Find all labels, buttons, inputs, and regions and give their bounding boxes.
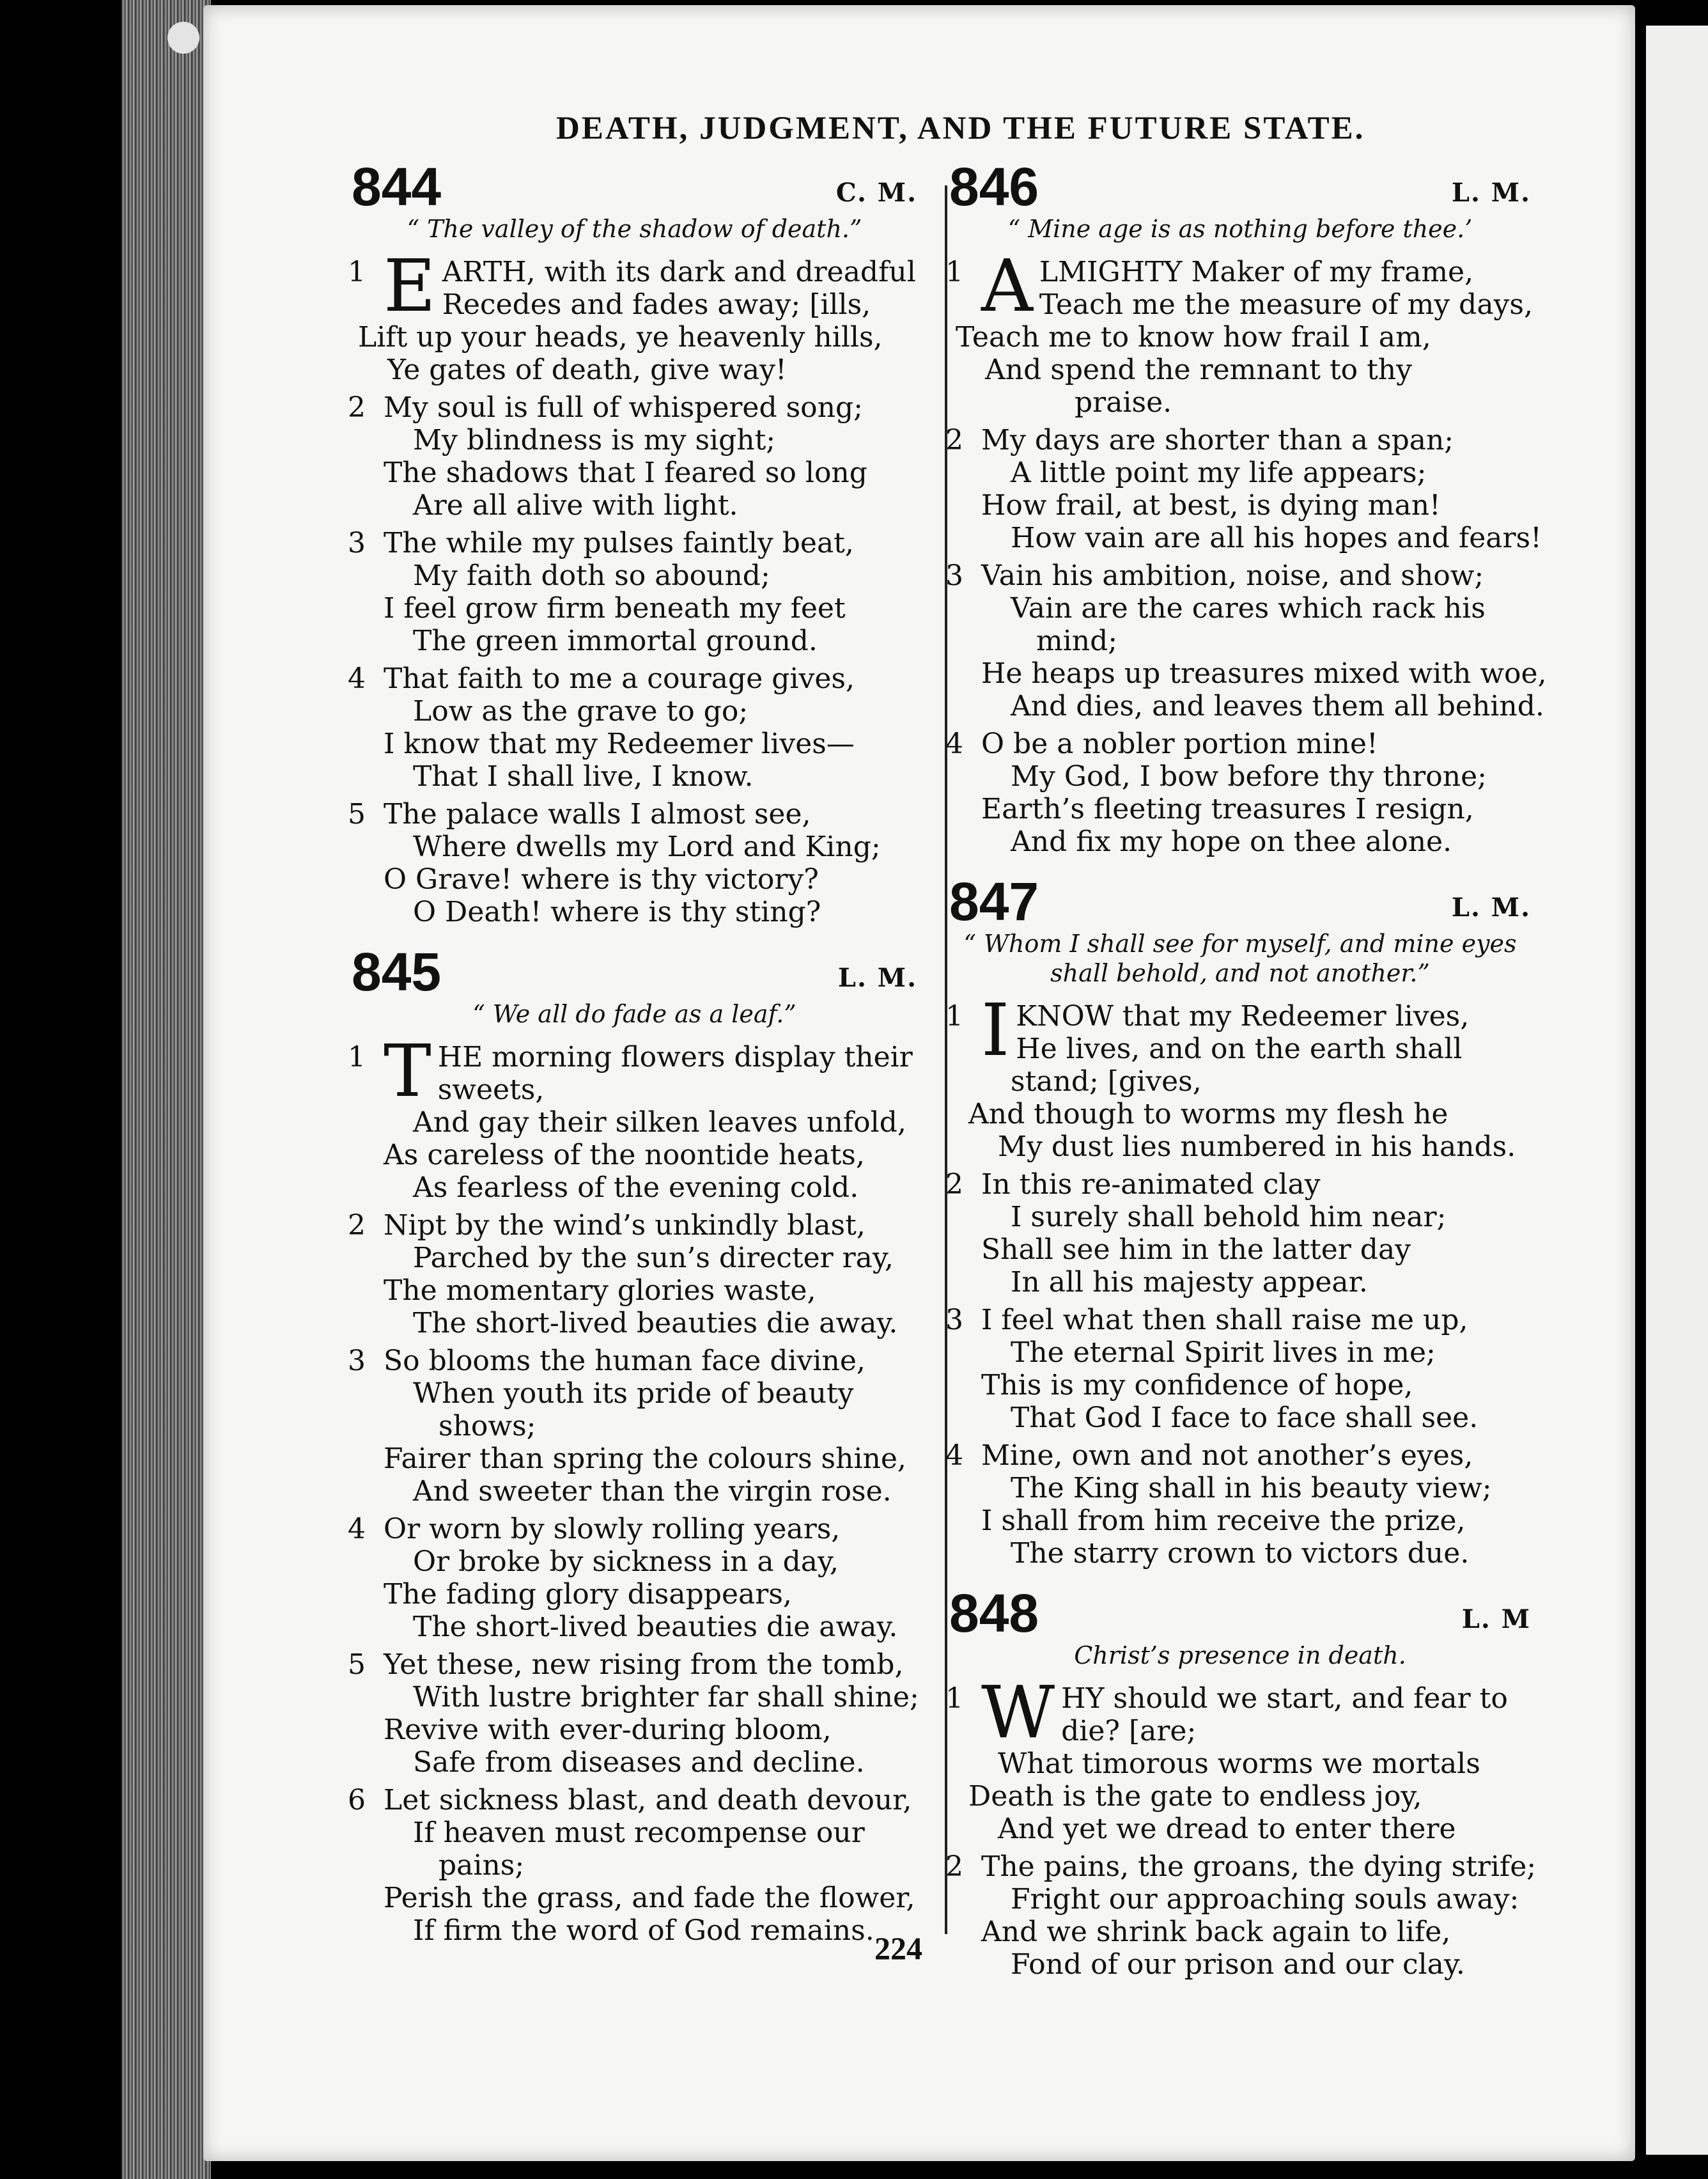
verse-line: Parched by the sun’s directer ray, bbox=[413, 1242, 894, 1274]
hymn-number: 844 bbox=[352, 157, 442, 217]
verse-line: die? [are; bbox=[1061, 1715, 1197, 1747]
hymn-number: 846 bbox=[949, 157, 1039, 217]
stanza bbox=[345, 662, 924, 793]
verse-line: This is my confidence of hope, bbox=[981, 1369, 1413, 1402]
verse-line: The starry crown to victors due. bbox=[1011, 1537, 1470, 1570]
verse-line: Vain his ambition, noise, and show; bbox=[981, 559, 1484, 592]
verse-line: KNOW that my Redeemer lives, bbox=[1016, 1000, 1470, 1033]
hymn-848 bbox=[943, 1583, 1537, 1981]
verse-line: My dust lies numbered in his hands. bbox=[998, 1130, 1516, 1163]
verse-line: O Grave! where is thy victory? bbox=[384, 863, 819, 896]
verse-line: Are all alive with light. bbox=[413, 489, 738, 522]
verse-line: The King shall in his beauty view; bbox=[1011, 1472, 1492, 1504]
adjacent-page-edge bbox=[1646, 26, 1708, 2155]
hymn-number: 848 bbox=[949, 1583, 1039, 1643]
stanza-number: 4 bbox=[945, 728, 963, 760]
stanza bbox=[345, 391, 924, 522]
hymn-title: Christ’s presence in death. bbox=[1074, 1641, 1406, 1669]
verse-line: The palace walls I almost see, bbox=[384, 798, 811, 831]
verse-line: I feel grow firm beneath my feet bbox=[384, 592, 846, 625]
verse-line: I feel what then shall raise me up, bbox=[981, 1304, 1468, 1336]
stanza-number: 1 bbox=[945, 1682, 963, 1715]
verse-line: And we shrink back again to life, bbox=[981, 1916, 1451, 1948]
verse-line: And spend the remnant to thy bbox=[985, 354, 1412, 386]
hymn-844 bbox=[345, 157, 924, 928]
verse-line: My faith doth so abound; bbox=[413, 559, 770, 592]
hymn-meter: L. M. bbox=[1451, 893, 1531, 923]
verse-line: That I shall live, I know. bbox=[413, 760, 754, 793]
verse-line: The green immortal ground. bbox=[413, 625, 818, 657]
stanza-number: 4 bbox=[348, 1513, 366, 1545]
stanza bbox=[345, 1648, 924, 1779]
stanza bbox=[345, 527, 924, 657]
stanza-number: 6 bbox=[348, 1784, 366, 1816]
verse-line: As careless of the noontide heats, bbox=[384, 1139, 865, 1171]
stanza bbox=[943, 559, 1547, 722]
verse-line: Lift up your heads, ye heavenly hills, bbox=[358, 321, 883, 354]
verse-line: And dies, and leaves them all behind. bbox=[1011, 690, 1544, 722]
verse-line: And gay their silken leaves unfold, bbox=[413, 1106, 906, 1139]
verse-line: He heaps up treasures mixed with woe, bbox=[981, 657, 1547, 690]
stanza bbox=[943, 989, 1537, 1163]
paper-blemish bbox=[167, 22, 199, 54]
drop-cap: W bbox=[981, 1671, 1055, 1754]
verse-line: My soul is full of whispered song; bbox=[384, 391, 863, 424]
verse-line: Shall see him in the latter day bbox=[981, 1233, 1411, 1266]
verse-line: That faith to me a courage gives, bbox=[384, 662, 855, 695]
verse-line: With lustre brighter far shall shine; bbox=[413, 1681, 919, 1714]
stanza bbox=[943, 1439, 1537, 1570]
verse-line: shows; bbox=[439, 1410, 536, 1442]
stanza bbox=[943, 1850, 1537, 1981]
verse-line: The while my pulses faintly beat, bbox=[384, 527, 854, 559]
verse-line: HE morning flowers display their bbox=[437, 1041, 913, 1074]
verse-line: Fairer than spring the colours shine, bbox=[384, 1442, 906, 1475]
verse-line: The pains, the groans, the dying strife; bbox=[981, 1850, 1537, 1883]
verse-line: Earth’s fleeting treasures I resign, bbox=[981, 793, 1474, 825]
verse-line: I shall from him receive the prize, bbox=[981, 1504, 1466, 1537]
verse-line: Mine, own and not another’s eyes, bbox=[981, 1439, 1473, 1472]
verse-line: My God, I bow before thy throne; bbox=[1011, 760, 1487, 793]
verse-line: ARTH, with its dark and dreadful bbox=[442, 256, 916, 288]
verse-line: Low as the grave to go; bbox=[413, 695, 749, 728]
stanza bbox=[345, 1784, 924, 1947]
stanza-number: 4 bbox=[348, 662, 366, 695]
verse-line: Safe from diseases and decline. bbox=[413, 1746, 865, 1779]
stanza bbox=[345, 1209, 924, 1339]
hymn-title: “ Mine age is as nothing before thee.’ bbox=[1007, 215, 1473, 243]
verse-line: He lives, and on the earth shall bbox=[1016, 1033, 1463, 1065]
verse-line: And fix my hope on thee alone. bbox=[1011, 825, 1452, 858]
stanza-number: 1 bbox=[945, 1000, 963, 1033]
hymn-title: “ Whom I shall see for myself, and mine eyes bbox=[963, 930, 1517, 958]
verse-line: Fright our approaching souls away: bbox=[1011, 1883, 1519, 1916]
stanza-number: 1 bbox=[348, 1041, 366, 1074]
stanza bbox=[943, 728, 1537, 858]
hymn-847 bbox=[943, 871, 1537, 1570]
stanza bbox=[943, 1304, 1537, 1434]
stanza-number: 5 bbox=[348, 1648, 366, 1681]
verse-line: O Death! where is thy sting? bbox=[413, 896, 821, 928]
verse-line: In this re-animated clay bbox=[981, 1168, 1321, 1201]
hymn-number: 845 bbox=[352, 942, 442, 1002]
verse-line: The eternal Spirit lives in me; bbox=[1011, 1336, 1436, 1369]
stanza bbox=[345, 798, 924, 928]
hymn-meter: C. M. bbox=[835, 178, 917, 208]
hymn-title-continued: shall behold, and not another.” bbox=[1050, 959, 1430, 987]
stanza bbox=[943, 1168, 1537, 1299]
running-header: DEATH, JUDGMENT, AND THE FUTURE STATE. bbox=[556, 111, 1365, 146]
verse-line: Teach me to know how frail I am, bbox=[956, 321, 1431, 354]
stanza-number: 1 bbox=[348, 256, 366, 288]
right-column bbox=[943, 157, 1547, 1997]
drop-cap: T bbox=[384, 1030, 431, 1113]
hymn-number: 847 bbox=[949, 871, 1039, 932]
verse-line: Teach me the measure of my days, bbox=[1039, 288, 1533, 321]
verse-line: And yet we dread to enter there bbox=[998, 1813, 1456, 1845]
verse-line: When youth its pride of beauty bbox=[413, 1377, 854, 1410]
verse-line: In all his majesty appear. bbox=[1011, 1266, 1368, 1299]
verse-line: Revive with ever-during bloom, bbox=[384, 1714, 832, 1746]
verse-line: Let sickness blast, and death devour, bbox=[384, 1784, 912, 1816]
hymn-title: “ The valley of the shadow of death.” bbox=[407, 215, 862, 243]
verse-line: The short-lived beauties die away. bbox=[413, 1307, 898, 1339]
stanza-number: 2 bbox=[945, 1850, 963, 1883]
hymn-meter: L. M. bbox=[837, 963, 917, 993]
drop-cap: E bbox=[384, 245, 436, 328]
verse-line: Perish the grass, and fade the flower, bbox=[384, 1882, 915, 1914]
stanza-number: 3 bbox=[945, 559, 963, 592]
verse-line: What timorous worms we mortals bbox=[998, 1747, 1480, 1780]
stanza bbox=[943, 424, 1542, 554]
verse-line: O be a nobler portion mine! bbox=[981, 728, 1378, 760]
stanza bbox=[345, 245, 924, 386]
verse-line: sweets, bbox=[437, 1074, 545, 1106]
stanza-number: 2 bbox=[348, 1209, 366, 1242]
verse-line: Or broke by sickness in a day, bbox=[413, 1545, 839, 1578]
verse-line: The momentary glories waste, bbox=[384, 1274, 816, 1307]
verse-line: mind; bbox=[1036, 625, 1118, 657]
verse-line: Fond of our prison and our clay. bbox=[1011, 1948, 1465, 1981]
verse-line: And sweeter than the virgin rose. bbox=[413, 1475, 892, 1508]
verse-line: I know that my Redeemer lives— bbox=[384, 728, 855, 760]
hymn-meter: L. M. bbox=[1451, 178, 1531, 208]
stanza bbox=[345, 1345, 924, 1508]
stanza bbox=[345, 1030, 924, 1204]
left-column bbox=[345, 157, 924, 1964]
stanza-number: 2 bbox=[945, 424, 963, 457]
hymn-845 bbox=[345, 942, 924, 1947]
verse-line: Recedes and fades away; [ills, bbox=[442, 288, 871, 321]
stanza-number: 4 bbox=[945, 1439, 963, 1472]
hymn-846 bbox=[943, 157, 1547, 858]
verse-line: The short-lived beauties die away. bbox=[413, 1611, 898, 1643]
stanza-number: 5 bbox=[348, 798, 366, 831]
verse-line: Where dwells my Lord and King; bbox=[413, 831, 881, 863]
verse-line: LMIGHTY Maker of my frame, bbox=[1039, 256, 1474, 288]
drop-cap: A bbox=[981, 245, 1033, 328]
verse-line: And though to worms my flesh he bbox=[968, 1098, 1448, 1130]
verse-line: If heaven must recompense our bbox=[413, 1816, 865, 1849]
stanza-number: 3 bbox=[348, 527, 366, 559]
stanza-number: 2 bbox=[945, 1168, 963, 1201]
verse-line: A little point my life appears; bbox=[1011, 457, 1427, 489]
verse-line: pains; bbox=[439, 1849, 525, 1882]
verse-line: How frail, at best, is dying man! bbox=[981, 489, 1441, 522]
verse-line: Vain are the cares which rack his bbox=[1011, 592, 1486, 625]
verse-line: The fading glory disappears, bbox=[384, 1578, 792, 1611]
verse-line: Ye gates of death, give way! bbox=[387, 354, 787, 386]
stanza-number: 1 bbox=[945, 256, 963, 288]
stanza bbox=[345, 1513, 924, 1643]
verse-line: Or worn by slowly rolling years, bbox=[384, 1513, 841, 1545]
verse-line: That God I face to face shall see. bbox=[1011, 1402, 1479, 1434]
verse-line: As fearless of the evening cold. bbox=[413, 1171, 859, 1204]
verse-line: How vain are all his hopes and fears! bbox=[1011, 522, 1542, 554]
hymn-meter: L. M bbox=[1461, 1604, 1531, 1634]
verse-line: The shadows that I feared so long bbox=[384, 457, 867, 489]
stanza bbox=[943, 1671, 1537, 1845]
stanza-number: 3 bbox=[945, 1304, 963, 1336]
drop-cap: I bbox=[981, 989, 1010, 1072]
verse-line: praise. bbox=[1075, 386, 1172, 419]
verse-line: Death is the gate to endless joy, bbox=[968, 1780, 1422, 1813]
verse-line: stand; [gives, bbox=[1011, 1065, 1202, 1098]
verse-line: I surely shall behold him near; bbox=[1011, 1201, 1447, 1233]
stanza-number: 2 bbox=[348, 391, 366, 424]
verse-line: My blindness is my sight; bbox=[413, 424, 776, 457]
verse-line: So blooms the human face divine, bbox=[384, 1345, 866, 1377]
stanza bbox=[943, 245, 1537, 419]
book-page-edges bbox=[121, 0, 211, 2179]
verse-line: My days are shorter than a span; bbox=[981, 424, 1454, 457]
verse-line: If firm the word of God remains. bbox=[413, 1914, 874, 1947]
verse-line: HY should we start, and fear to bbox=[1061, 1682, 1508, 1715]
hymn-title: “ We all do fade as a leaf.” bbox=[472, 1000, 796, 1028]
stanza-number: 3 bbox=[348, 1345, 366, 1377]
verse-line: Yet these, new rising from the tomb, bbox=[384, 1648, 904, 1681]
page-number: 224 bbox=[874, 1930, 922, 1966]
verse-line: Nipt by the wind’s unkindly blast, bbox=[384, 1209, 866, 1242]
